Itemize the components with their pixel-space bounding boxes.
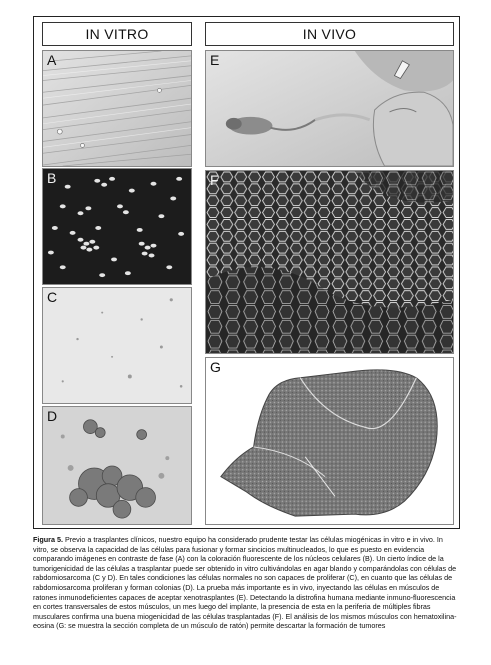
panel-b-fluorescence: [42, 168, 192, 285]
panel-e-mouse-injection: [205, 50, 454, 167]
panel-e-image: [206, 51, 453, 166]
panel-c-soft-agar-normal: [42, 287, 192, 404]
panel-f-dystrophin-immunofluorescence: [205, 170, 454, 354]
panel-d-label: D: [47, 408, 58, 424]
panel-a-label: A: [47, 52, 57, 68]
figure-caption: [33, 535, 460, 631]
panel-a-image: [43, 51, 191, 166]
panel-a-phase-contrast: [42, 50, 192, 167]
panel-b-label: B: [47, 170, 57, 186]
caption-label: Figura 5.: [33, 535, 63, 544]
panel-g-hematoxylin-eosin: [205, 357, 454, 525]
caption-text: Previo a trasplantes clínicos, nuestro equipo ha considerado prudente testar las células miogénicas in vitro e in vivo. In vitro, se observa la capacidad de las células para fusionar y formar sincicios multinucleados, lo que es puesto en evidencia comparando imágenes en contraste de fase (A) con la coloración fluorescente de los núcleos celulares (B). Un cierto índice de la tumorigenicidad de las células a trasplantar puede ser obtenido in vitro cultivándolas en agar blando y comparándolas con células de rabdomiosarcoma (C y D). En tales condiciones las células normales no son capaces de proliferar (C), en cuanto que las células de rabdomiosarcoma proliferan y forman colonias (D). La prueba más importante es in vivo, inyectando las células en músculos de ratones inmunodeficientes capaces de aceptar xenotrasplantes (E). Detectando la distrofina humana mediante inmuno-fluorescencia en cortes transversales de estos músculos, un mes luego del implante, la presencia de esta en la periferia de múltiples fibras musculares confirma una buena miogenicidad de las células trasplantadas (F). El análisis de los mismos músculos con hematoxilina-eosina (G: se muestra la sección completa de un músculo de ratón) permite descartar la formación de tumores: [33, 535, 457, 631]
header-in-vivo: IN VIVO: [205, 22, 454, 46]
panel-g-label: G: [210, 359, 221, 375]
panel-d-image: [43, 407, 191, 524]
panel-c-image: [43, 288, 191, 403]
panel-c-label: C: [47, 289, 58, 305]
panel-g-image: [206, 358, 453, 524]
panel-f-image: [206, 171, 453, 353]
panel-e-label: E: [210, 52, 220, 68]
panel-f-label: F: [210, 172, 219, 188]
panel-d-soft-agar-rhabdomyosarcoma: [42, 406, 192, 525]
panel-b-image: [43, 169, 191, 284]
header-in-vitro: IN VITRO: [42, 22, 192, 46]
